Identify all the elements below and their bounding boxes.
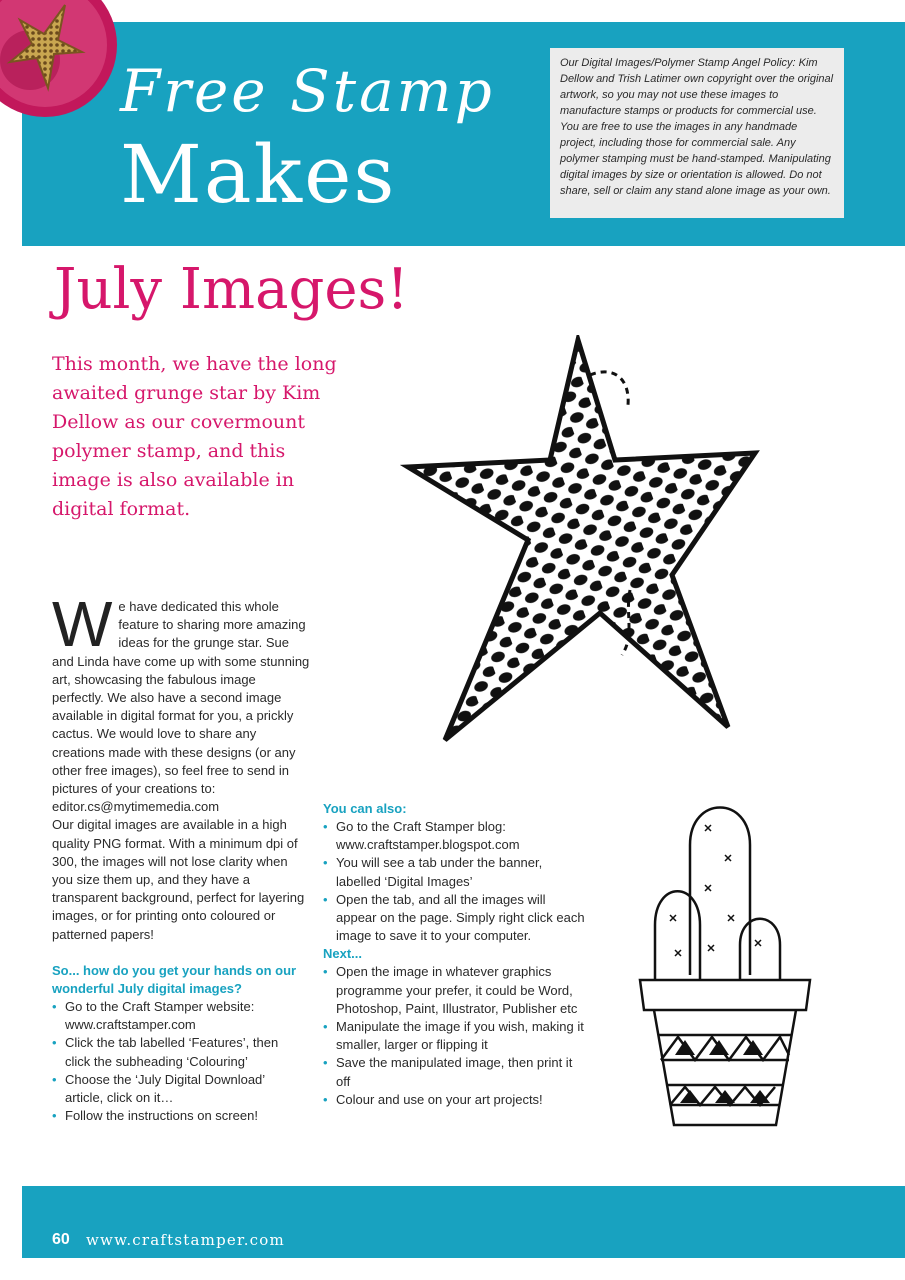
- cactus-image: [630, 785, 820, 1135]
- list-item: • Open the image in whatever graphics programme your prefer, it could be Word, Photoshop, Paint, Illustrator, Publisher etc: [323, 963, 588, 1018]
- page-number: 60: [52, 1231, 70, 1248]
- also-heading: You can also:: [323, 801, 407, 816]
- body-paragraph-1: e have dedicated this whole feature to sharing more amazing ideas for the grunge star. Sue and Linda have come up with some stunning art, showcasing the fabulous image perfectly. We also have a second image available in digital format for you, a prickly cactus. We would love to share any creations made with these designs (or any other free images), so feel free to send in pictures of your creations to: editor.cs@mytimemedia.com: [52, 599, 310, 815]
- body-paragraph-2: Our digital images are available in a high quality PNG format. With a minimum dpi of 300, the images will not lose clarity when you size them up, and they have a transparent background, perfect for layering images, or for printing onto coloured or patterned papers!: [52, 817, 305, 942]
- how-to-section: [52, 962, 302, 1125]
- how-steps-list: [52, 998, 302, 1125]
- title-free-stamp: Free Stamp: [120, 57, 495, 125]
- list-item: • Manipulate the image if you wish, making it smaller, larger or flipping it: [323, 1018, 588, 1054]
- list-item: • Click the tab labelled ‘Features’, then click the subheading ‘Colouring’: [52, 1034, 302, 1070]
- intro-text: This month, we have the long awaited grunge star by Kim Dellow as our covermount polymer stamp, and this image is also available in digital format.: [52, 353, 337, 520]
- list-item: • Go to the Craft Stamper website: www.craftstamper.com: [52, 998, 302, 1034]
- policy-box: Our Digital Images/Polymer Stamp Angel Policy: Kim Dellow and Trish Latimer own copyright over the original artwork, so you may not use these images to manufacture stamps or products for commercial use. You are free to use the images in any handmade project, including those for commercial sale. Any polymer stamping must be hand-stamped. Manipulating digital images by size or orientation is allowed. Do not share, sell or claim any stand alone image as your own.: [550, 48, 844, 218]
- list-item: • Go to the Craft Stamper blog: www.craftstamper.blogspot.com: [323, 818, 588, 854]
- corner-star-badge: [0, 0, 120, 120]
- next-heading: Next...: [323, 946, 363, 962]
- list-item: • Choose the ‘July Digital Download’ article, click on it…: [52, 1071, 302, 1107]
- list-item: • Colour and use on your art projects!: [323, 1091, 588, 1109]
- next-steps-list: [323, 963, 588, 1109]
- list-item: • You will see a tab under the banner, labelled ‘Digital Images’: [323, 854, 588, 890]
- body-text: [52, 588, 310, 944]
- page-heading: July Images!: [54, 257, 409, 322]
- also-steps-list: [323, 818, 588, 945]
- grunge-star-image: [400, 335, 770, 750]
- how-heading: So... how do you get your hands on our wonderful July digital images?: [52, 963, 297, 996]
- footer-url[interactable]: www.craftstamper.com: [86, 1231, 285, 1249]
- list-item: • Open the tab, and all the images will appear on the page. Simply right click each image to save it to your computer.: [323, 891, 588, 946]
- list-item: • Follow the instructions on screen!: [52, 1107, 302, 1125]
- list-item: • Save the manipulated image, then print it off: [323, 1054, 588, 1090]
- drop-cap: W: [52, 588, 113, 660]
- right-column: [323, 800, 588, 1109]
- title-makes: Makes: [120, 128, 397, 221]
